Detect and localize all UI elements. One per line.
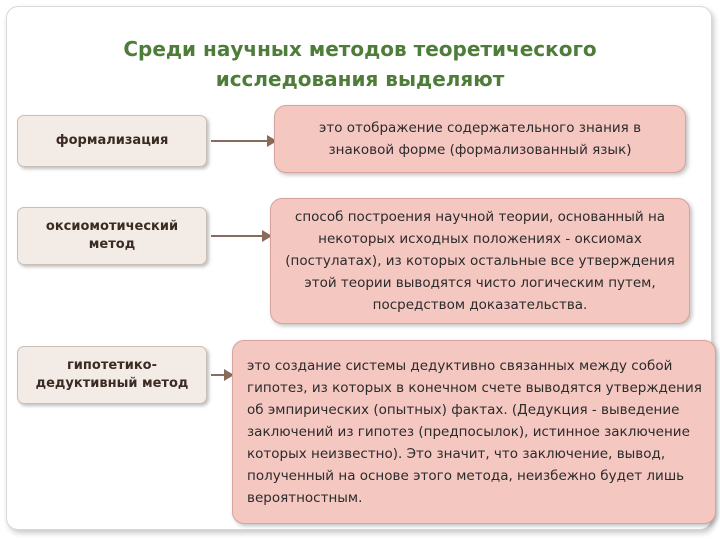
definition-box-axiomatic-method: способ построения научной теории, основанный на некоторых исходных положениях - оксиомах (постулатах), из которых остальные все утверждения этой теории выводятся чисто логическим путем, посредством доказательства. xyxy=(270,198,690,324)
slide-title: Среди научных методов теоретического исследования выделяют xyxy=(123,37,597,91)
definition-box-hypothetico-deductive: это создание системы дедуктивно связанных между собой гипотез, из которых в конечном счете выводятся утверждения об эмпирических (опытных) фактах. (Дедукция - выведение заключений из гипотез (предпосылок), истинное заключение которых неизвестно). Это значит, что заключение, вывод, полученный на основе этого метода, неизбежно будет лишь вероятностным. xyxy=(232,340,716,524)
term-box-axiomatic-method: оксиомотический метод xyxy=(17,207,207,265)
definition-box-formalization: это отображение содержательного знания в знаковой форме (формализованный язык) xyxy=(274,105,686,173)
term-box-hypothetico-deductive: гипотетико-дедуктивный метод xyxy=(17,346,207,404)
term-box-formalization: формализация xyxy=(17,115,207,167)
arrow-right-icon xyxy=(211,140,268,142)
arrow-right-icon xyxy=(211,374,225,376)
arrow-right-icon xyxy=(211,235,263,237)
